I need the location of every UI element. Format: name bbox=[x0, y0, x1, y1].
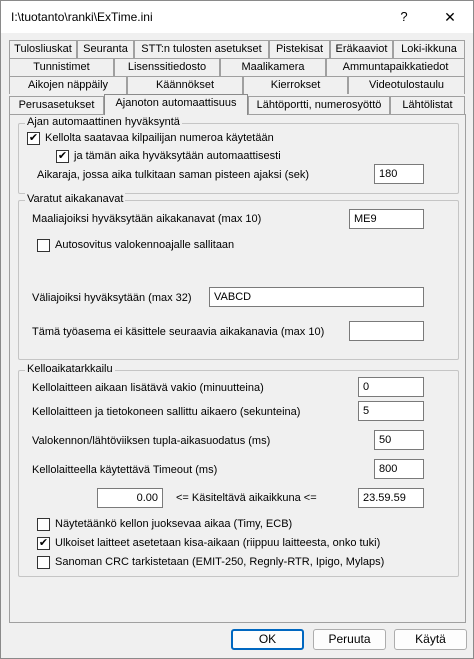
tab-videotulostaulu[interactable]: Videotulostaulu bbox=[348, 76, 465, 94]
clock-sync-title: Kelloaikatarkkailu bbox=[27, 363, 113, 375]
auto-adapt-label: Autosovitus valokennoajalle sallitaan bbox=[55, 239, 235, 251]
apply-button[interactable]: Käytä bbox=[394, 629, 467, 650]
tab-aikojen-nappaily[interactable]: Aikojen näppäily bbox=[9, 76, 127, 94]
tab-ammuntapaikkatiedot[interactable]: Ammuntapaikkatiedot bbox=[326, 58, 465, 76]
double-filter-label: Valokennon/lähtöviiksen tupla-aikasuodatus (ms) bbox=[32, 435, 271, 447]
tab-seuranta[interactable]: Seuranta bbox=[77, 40, 134, 58]
tab-lisenssitiedosto[interactable]: Lisenssitiedosto bbox=[114, 58, 220, 76]
tab-kaannokset[interactable]: Käännökset bbox=[127, 76, 243, 94]
window-start-input[interactable]: 0.00 bbox=[97, 488, 163, 508]
crc-check-checkbox[interactable] bbox=[37, 556, 50, 569]
split-input[interactable]: VABCD bbox=[209, 287, 424, 307]
auto-accept-label: ja tämän aika hyväksytään automaattisesti bbox=[74, 150, 281, 162]
tab-perusasetukset[interactable]: Perusasetukset bbox=[9, 96, 104, 114]
add-constant-label: Kellolaitteen aikaan lisätävä vakio (minuutteina) bbox=[32, 382, 264, 394]
tab-erakaaviot[interactable]: Eräkaaviot bbox=[330, 40, 393, 58]
auto-adapt-checkbox[interactable] bbox=[37, 239, 50, 252]
tab-panel bbox=[9, 114, 466, 623]
allowed-diff-label: Kellolaitteen ja tietokoneen sallittu aikaero (sekunteina) bbox=[32, 406, 301, 418]
time-limit-input[interactable]: 180 bbox=[374, 164, 424, 184]
reserved-channels-title: Varatut aikakanavat bbox=[27, 193, 124, 205]
clock-number-checkbox[interactable]: ✔ bbox=[28, 132, 39, 144]
clock-number-label: Kellolta saatavaa kilpailijan numeroa käytetään bbox=[45, 132, 274, 144]
split-label: Väliajoiksi hyväksytään (max 32) bbox=[32, 292, 192, 304]
tab-lahtoportti[interactable]: Lähtöportti, numerosyöttö bbox=[248, 96, 390, 114]
allowed-diff-input[interactable]: 5 bbox=[358, 401, 424, 421]
ignored-channels-label: Tämä työasema ei käsittele seuraavia aikakanavia (max 10) bbox=[32, 326, 325, 338]
tab-pistekisat[interactable]: Pistekisat bbox=[269, 40, 330, 58]
double-filter-input[interactable]: 50 bbox=[374, 430, 424, 450]
ok-button[interactable]: OK bbox=[231, 629, 304, 650]
crc-check-label: Sanoman CRC tarkistetaan (EMIT-250, Regnly-RTR, Ipigo, Mylaps) bbox=[55, 556, 385, 568]
tab-ajanoton-automaattisuus[interactable]: Ajanoton automaattisuus bbox=[104, 94, 248, 115]
auto-accept-checkbox[interactable]: ✔ bbox=[57, 150, 68, 162]
timeout-input[interactable]: 800 bbox=[374, 459, 424, 479]
clock-sync-group bbox=[18, 363, 459, 577]
ignored-channels-input[interactable] bbox=[349, 321, 424, 341]
show-running-checkbox[interactable] bbox=[37, 518, 50, 531]
time-limit-label: Aikaraja, jossa aika tulkitaan saman pisteen ajaksi (sek) bbox=[37, 169, 310, 181]
external-devices-label: Ulkoiset laitteet asetetaan kisa-aikaan (riippuu laitteesta, onko tuki) bbox=[55, 537, 381, 549]
finish-channels-input[interactable]: ME9 bbox=[349, 209, 424, 229]
show-running-label: Näytetäänkö kellon juoksevaa aikaa (Timy, ECB) bbox=[55, 518, 293, 530]
finish-channels-label: Maaliajoiksi hyväksytään aikakanavat (max 10) bbox=[32, 213, 262, 225]
reserved-channels-group bbox=[18, 193, 459, 360]
help-button[interactable]: ? bbox=[400, 9, 408, 24]
title-bar bbox=[1, 1, 473, 33]
external-devices-checkbox[interactable]: ✔ bbox=[38, 537, 49, 549]
tab-maalikamera[interactable]: Maalikamera bbox=[220, 58, 326, 76]
tab-tulosliuskat[interactable]: Tulosliuskat bbox=[9, 40, 77, 58]
window-end-input[interactable]: 23.59.59 bbox=[358, 488, 424, 508]
timeout-label: Kellolaitteella käytettävä Timeout (ms) bbox=[32, 464, 218, 476]
tab-stt-asetukset[interactable]: STT:n tulosten asetukset bbox=[134, 40, 269, 58]
close-button[interactable]: ✕ bbox=[444, 9, 456, 25]
cancel-button[interactable]: Peruuta bbox=[313, 629, 386, 650]
auto-accept-group bbox=[18, 116, 459, 194]
window-title: I:\tuotanto\ranki\ExTime.ini bbox=[11, 10, 153, 24]
tab-loki-ikkuna[interactable]: Loki-ikkuna bbox=[393, 40, 465, 58]
tab-lahtolistat[interactable]: Lähtölistat bbox=[390, 96, 465, 114]
add-constant-input[interactable]: 0 bbox=[358, 377, 424, 397]
time-window-label: <= Käsiteltävä aikaikkuna <= bbox=[176, 492, 317, 504]
tab-kierrokset[interactable]: Kierrokset bbox=[243, 76, 348, 94]
auto-accept-title: Ajan automaattinen hyväksyntä bbox=[27, 116, 180, 128]
tab-tunnistimet[interactable]: Tunnistimet bbox=[9, 58, 114, 76]
